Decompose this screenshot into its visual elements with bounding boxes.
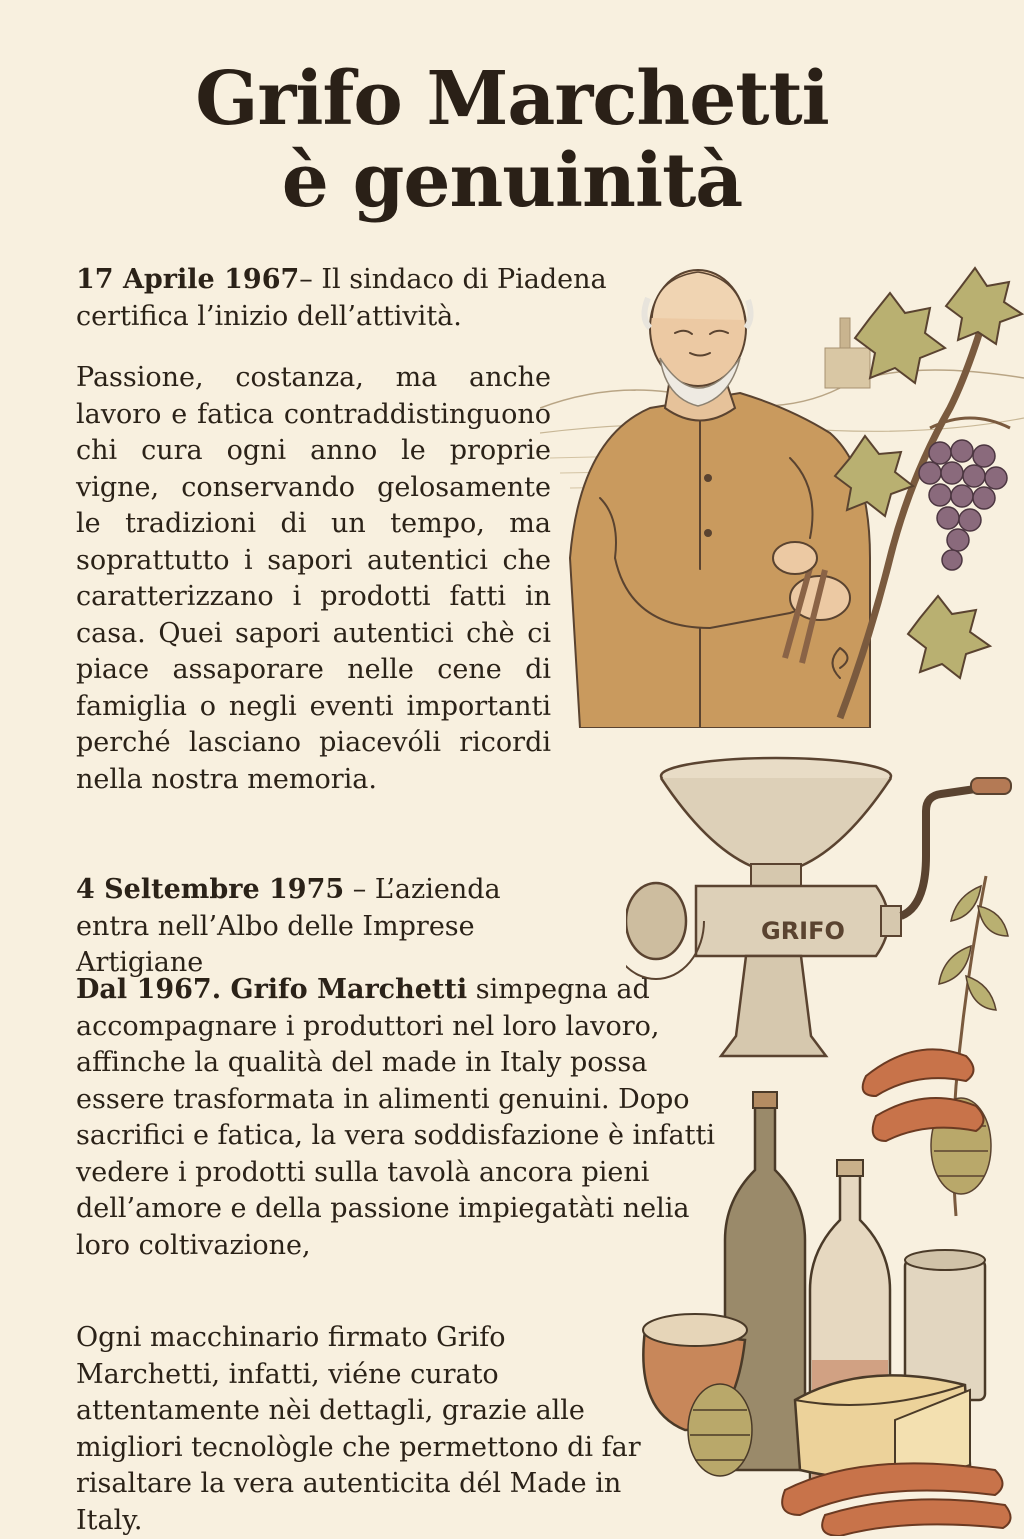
- title-line-2: è genuinità: [281, 138, 743, 224]
- machinery-paragraph: Ogni macchinario firmato Grifo Marchetti, infatti, viéne curato attentamente nèi dettagli, grazie alle migliori tecnològle che permettono di far risaltare la vera autenticita dél Made in Italy.: [76, 1322, 641, 1536]
- milestone-text: Il sindaco di Piadena certifica l’inizio dell’attività.: [76, 264, 607, 332]
- milestone-separator: –: [344, 874, 375, 905]
- milestone-text: L’azienda entra nell’Albo delle Imprese Artigiane: [76, 874, 501, 978]
- milestone-date: 4 Seltembre 1975: [76, 874, 345, 905]
- products-illustration: [625, 1090, 1024, 1536]
- passion-paragraph: Passione, costanza, ma anche lavoro e fatica contraddistinguono chi cura ogni anno le proprie vigne, conservando gelosamente le tradizioni di un tempo, ma soprattutto i sapori autentici che caratterizzano i prodotti fatti in casa. Quei sapori autentici chè ci piace assaporare nelle cene di famiglia o negli eventi importanti perché lasciano piacevóli ricordi nella nostra memoria.: [76, 362, 551, 795]
- commitment-lead: Dal 1967. Grifo Marchetti: [76, 974, 468, 1005]
- milestone-1967: [76, 262, 616, 335]
- grinder-label: GRIFO: [761, 917, 845, 945]
- page-title: [0, 58, 1024, 222]
- milestone-separator: –: [299, 264, 322, 295]
- milestone-date: 17 Aprile 1967: [76, 264, 300, 295]
- commitment-text: simpegna ad accompagnare i produttori nel loro lavoro, affinche la qualità del made in Italy possa essere trasformata in alimenti genuini. Dopo sacrifici e fatica, la vera soddisfazione è infatti vedere i prodotti sulla tavolà ancora pieni dell’amore e della passione impiegatàti nelia loro coltivazione,: [76, 974, 715, 1261]
- milestone-1975: [76, 872, 576, 982]
- commitment-paragraph: [76, 972, 716, 1264]
- title-line-1: Grifo Marchetti: [195, 56, 829, 142]
- farmer-illustration: [540, 258, 1024, 728]
